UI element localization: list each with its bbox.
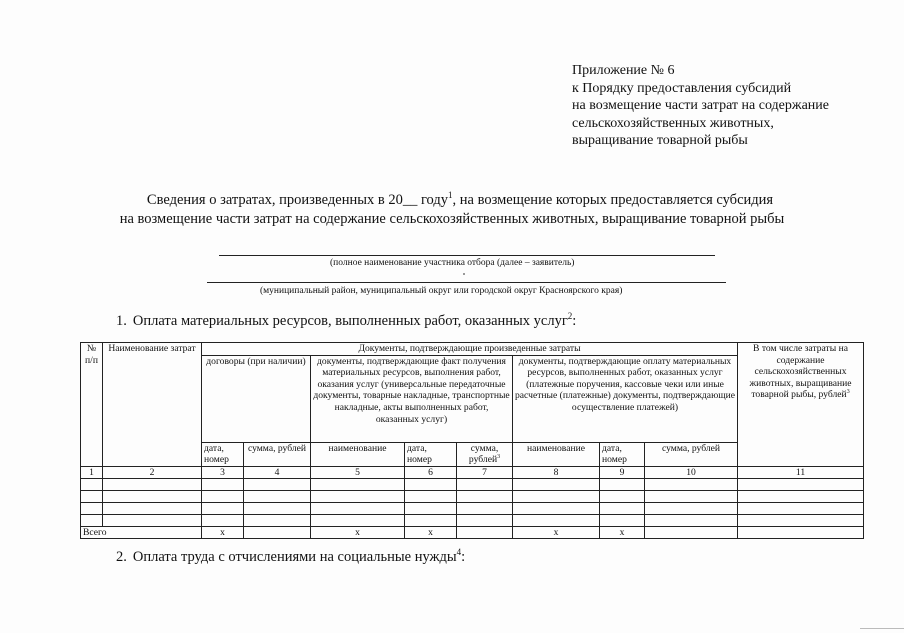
table-cell[interactable] [311, 478, 405, 490]
table-cell[interactable] [103, 514, 202, 526]
column-number: 10 [645, 466, 738, 478]
table-cell[interactable] [81, 502, 103, 514]
total-cell: х [311, 526, 405, 538]
table-cell[interactable] [457, 490, 513, 502]
scan-speck [463, 273, 465, 275]
header-included [738, 343, 864, 467]
table-cell[interactable] [311, 490, 405, 502]
document-title-line-1 [8, 191, 904, 210]
table-cell[interactable] [244, 490, 311, 502]
header-included-text: В том числе затраты на содержание сельскохозяйственных животных, выращивание товарной рыбы, рублей [749, 343, 852, 401]
column-number: 2 [103, 466, 202, 478]
header-contracts: договоры (при наличии) [202, 355, 311, 442]
table-cell[interactable] [600, 490, 645, 502]
table-cell[interactable] [81, 490, 103, 502]
table-cell[interactable] [311, 502, 405, 514]
table-row [81, 490, 864, 502]
table-cell[interactable] [600, 514, 645, 526]
subheader-sum: сумма, рублей [645, 442, 738, 466]
table-row [81, 502, 864, 514]
section-number: 2. [116, 549, 127, 565]
header-num: № п/п [81, 343, 103, 467]
subheader-sum-text: сумма, рублей [468, 442, 499, 466]
expenses-table [80, 342, 864, 539]
scan-edge-mark [860, 628, 904, 629]
footnote-ref: 3 [497, 454, 501, 460]
subheader-sum: сумма, рублей [244, 442, 311, 466]
total-cell [244, 526, 311, 538]
total-cell [645, 526, 738, 538]
table-cell[interactable] [738, 502, 864, 514]
footnote-ref: 3 [846, 389, 850, 396]
subheader-date: дата, номер [405, 442, 457, 466]
subheader-date: дата, номер [600, 442, 645, 466]
table-cell[interactable] [202, 490, 244, 502]
footnote-ref: 2 [567, 311, 573, 322]
column-number: 4 [244, 466, 311, 478]
table-cell[interactable] [103, 490, 202, 502]
table-cell[interactable] [645, 478, 738, 490]
table-cell[interactable] [103, 502, 202, 514]
header-receipt-docs: документы, подтверждающие факт получения материальных ресурсов, выполнения работ, оказания услуг (универсальные передаточные документы, товарные накладные, транспортные накладные, акты выполненных работ, оказанных услуг) [311, 355, 513, 442]
title-text: , на возмещение которых предоставляется субсидия [452, 192, 774, 208]
table-cell[interactable] [513, 478, 600, 490]
section-text: Оплата материальных ресурсов, выполненных работ, оказанных услуг [132, 313, 568, 329]
table-cell[interactable] [405, 490, 457, 502]
table-cell[interactable] [738, 478, 864, 490]
table-row [81, 478, 864, 490]
column-number: 9 [600, 466, 645, 478]
header-docs: Документы, подтверждающие произведенные затраты [202, 343, 738, 356]
table-cell[interactable] [244, 502, 311, 514]
appendix-line: выращивание товарной рыбы [572, 133, 748, 148]
column-number: 1 [81, 466, 103, 478]
appendix-line: к Порядку предоставления субсидий [572, 80, 792, 96]
subheader-sum [457, 442, 513, 466]
subheader-name: наименование [513, 442, 600, 466]
column-number: 6 [405, 466, 457, 478]
column-number: 7 [457, 466, 513, 478]
column-number-row [81, 466, 864, 478]
applicant-fill-line [219, 255, 715, 256]
column-number: 3 [202, 466, 244, 478]
total-label: Всего [81, 526, 202, 538]
appendix-header [572, 62, 829, 150]
table-cell[interactable] [457, 514, 513, 526]
table-header-row [81, 343, 864, 356]
table-cell[interactable] [600, 502, 645, 514]
column-number: 11 [738, 466, 864, 478]
table-cell[interactable] [405, 478, 457, 490]
total-cell: х [513, 526, 600, 538]
table-row [81, 514, 864, 526]
footnote-ref: 1 [448, 190, 453, 201]
total-row [81, 526, 864, 538]
total-cell: х [600, 526, 645, 538]
table-cell[interactable] [81, 514, 103, 526]
footnote-ref: 4 [456, 547, 462, 558]
table-cell[interactable] [103, 478, 202, 490]
column-number: 5 [311, 466, 405, 478]
table-cell[interactable] [645, 514, 738, 526]
header-payment-docs: документы, подтверждающие оплату материальных ресурсов, выполненных работ, оказанных услуг (платежные поручения, кассовые чеки или иные расчетные (платежные) документы, подтверждающие осуществление платежей) [513, 355, 738, 442]
section-2-heading [116, 549, 465, 566]
appendix-line: Приложение № 6 [572, 63, 675, 78]
header-name: Наименование затрат [103, 343, 202, 467]
subheader-date: дата, номер [202, 442, 244, 466]
document-title-line-2: на возмещение части затрат на содержание сельскохозяйственных животных, выращивание товарной рыбы [119, 211, 785, 227]
section-text: Оплата труда с отчислениями на социальные нужды [132, 549, 457, 565]
table-cell[interactable] [202, 478, 244, 490]
table-cell[interactable] [738, 514, 864, 526]
table-cell[interactable] [244, 478, 311, 490]
table-cell[interactable] [311, 514, 405, 526]
table-cell[interactable] [244, 514, 311, 526]
table-cell[interactable] [202, 514, 244, 526]
subheader-name: наименование [311, 442, 405, 466]
table-cell[interactable] [513, 490, 600, 502]
total-cell: х [202, 526, 244, 538]
section-tail: : [461, 549, 466, 565]
table-cell[interactable] [513, 514, 600, 526]
title-text: Сведения о затратах, произведенных в 20__ году [146, 192, 448, 208]
section-1-heading [116, 313, 576, 330]
applicant-caption: (полное наименование участника отбора (далее – заявитель) [330, 258, 575, 268]
section-tail: : [572, 313, 577, 329]
district-fill-line [207, 282, 726, 283]
table-cell[interactable] [457, 478, 513, 490]
appendix-line: на возмещение части затрат на содержание [572, 98, 829, 113]
table-cell[interactable] [645, 502, 738, 514]
table-cell[interactable] [645, 490, 738, 502]
total-cell: х [405, 526, 457, 538]
table-cell[interactable] [405, 502, 457, 514]
table-cell[interactable] [81, 478, 103, 490]
table-cell[interactable] [202, 502, 244, 514]
total-cell [738, 526, 864, 538]
table-cell[interactable] [457, 502, 513, 514]
appendix-line: сельскохозяйственных животных, [572, 115, 774, 131]
column-number: 8 [513, 466, 600, 478]
table-cell[interactable] [600, 478, 645, 490]
total-cell [457, 526, 513, 538]
table-cell[interactable] [405, 514, 457, 526]
district-caption: (муниципальный район, муниципальный округ или городской округ Красноярского края) [260, 286, 623, 296]
table-cell[interactable] [513, 502, 600, 514]
section-number: 1. [116, 313, 127, 329]
table-cell[interactable] [738, 490, 864, 502]
